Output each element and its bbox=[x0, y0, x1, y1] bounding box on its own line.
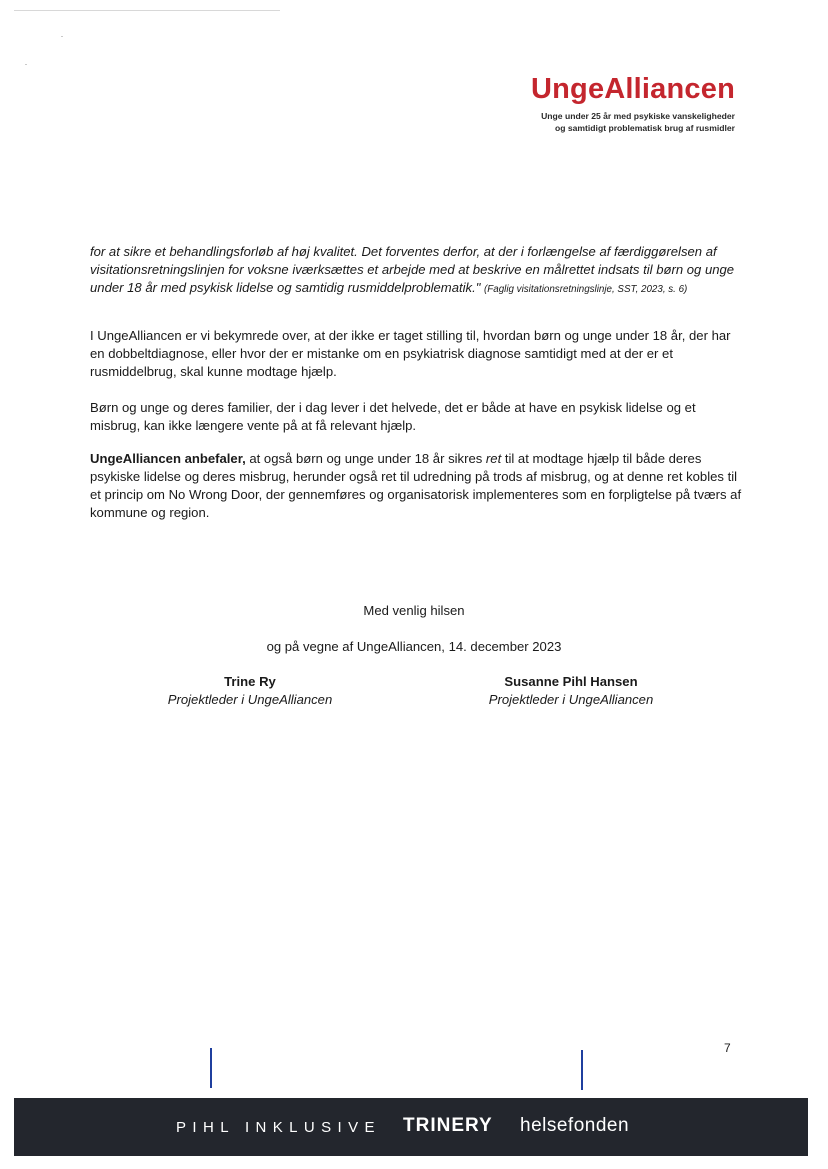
recommendation-text-a: at også børn og unge under 18 år sikres bbox=[245, 451, 486, 466]
scan-speck bbox=[25, 64, 27, 65]
sponsor-trinery: TRINERY bbox=[403, 1115, 493, 1136]
page-number: 7 bbox=[724, 1041, 731, 1055]
signature-block-1 bbox=[120, 673, 380, 709]
logo-tagline-line2: og samtidigt problematisk brug af rusmidler bbox=[554, 123, 735, 133]
scan-speck bbox=[61, 36, 63, 37]
sponsor-footer-bar bbox=[14, 1098, 808, 1156]
signature-block-2 bbox=[441, 673, 701, 709]
paragraph-recommendation bbox=[90, 450, 742, 522]
recommendation-text-b: til at modtage hjælp til både deres psykiske lidelse og deres misbrug, herunder også ret til udredning på trods af misbrug, og at denne ret kobles til et princip om No Wrong Door, der gennemføres og organisatorisk implementeres som en forpligtelse på tværs af kommune og region. bbox=[90, 451, 742, 520]
pen-mark-right bbox=[581, 1050, 583, 1090]
recommendation-emphasis: ret bbox=[485, 451, 502, 466]
recommendation-lead: UngeAlliancen anbefaler, bbox=[90, 451, 246, 466]
signer-name: Susanne Pihl Hansen bbox=[504, 674, 638, 689]
ungealliancen-logo bbox=[531, 72, 735, 134]
sponsor-pihl-inklusive: PIHL INKLUSIVE bbox=[176, 1119, 381, 1136]
logo-tagline bbox=[531, 110, 735, 134]
paragraph-concern: I UngeAlliancen er vi bekymrede over, at der ikke er taget stilling til, hvordan børn og unge under 18 år, der har en dobbeltdiagnose, eller hvor der er mistanke om en psykiatrisk diagnose samtidigt med at der er et rusmiddelbrug, skal kunne modtage hjælp. bbox=[90, 328, 731, 379]
signer-name: Trine Ry bbox=[224, 674, 276, 689]
logo-tagline-line1: Unge under 25 år med psykiske vanskeligheder bbox=[541, 111, 735, 121]
quote-citation: (Faglig visitationsretningslinje, SST, 2023, s. 6) bbox=[484, 284, 688, 295]
closing-on-behalf: og på vegne af UngeAlliancen, 14. december 2023 bbox=[266, 639, 562, 654]
quote-paragraph bbox=[90, 243, 742, 299]
sponsor-helsefonden: helsefonden bbox=[520, 1115, 630, 1136]
signer-role: Projektleder i UngeAlliancen bbox=[167, 692, 333, 707]
paragraph-families: Børn og unge og deres familier, der i dag lever i det helvede, det er både at have en psykisk lidelse og et misbrug, kan ikke længere vente på at få relevant hjælp. bbox=[90, 400, 696, 433]
pen-mark-left bbox=[210, 1048, 212, 1088]
scan-top-rule bbox=[14, 10, 280, 11]
closing-regards: Med venlig hilsen bbox=[363, 603, 465, 618]
signer-role: Projektleder i UngeAlliancen bbox=[488, 692, 654, 707]
logo-name: UngeAlliancen bbox=[530, 73, 735, 105]
quote-text: for at sikre et behandlingsforløb af høj kvalitet. Det forventes derfor, at der i forlængelse af færdiggørelsen af visitationsretningslinjen for voksne iværksættes et arbejde med at beskrive en målrettet indsats til børn og unge under 18 år med psykisk lidelse og samtidig rusmiddelproblematik." bbox=[90, 244, 735, 295]
